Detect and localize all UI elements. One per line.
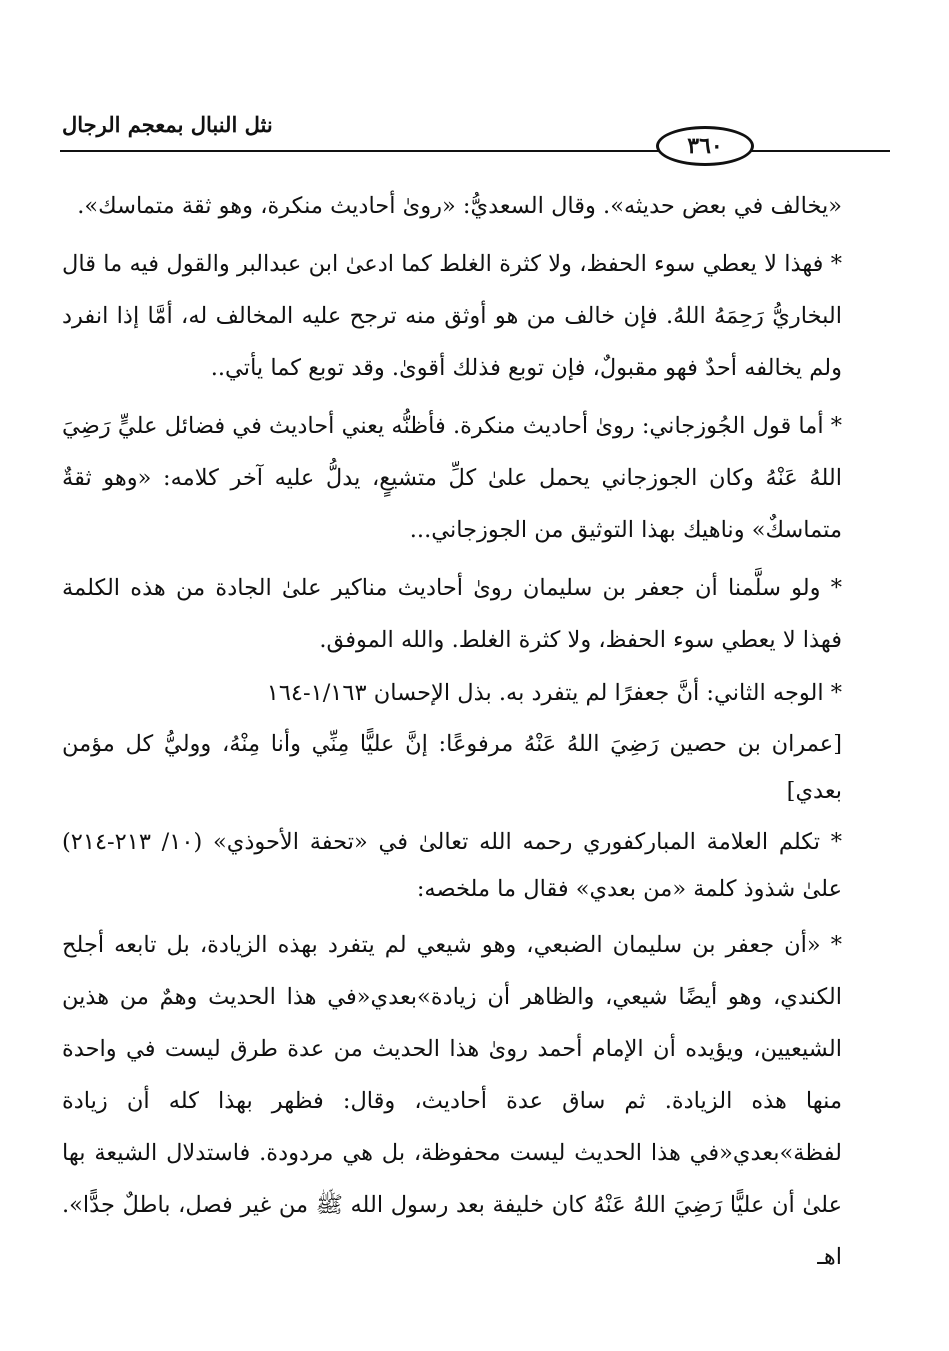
- paragraph-mubarakfuri: * تكلم العلامة المباركفوري رحمه الله تعالىٰ في «تحفة الأحوذي» (١٠/ ٢١٣-٢١٤) علىٰ شذوذ كلمة «من بعدي» فقال ما ملخصه:: [62, 829, 843, 902]
- running-header-title: نثل النبال بمعجم الرجال: [62, 112, 273, 137]
- page-body: [62, 180, 842, 1283]
- page-number: ٣٦٠: [687, 133, 723, 159]
- paragraph-concession: * ولو سلَّمنا أن جعفر بن سليمان روىٰ أحاديث مناكير علىٰ الجادة من هذه الكلمة فهذا لا يعطي سوء الحفظ، ولا كثرة الغلط. والله الموفق.: [62, 575, 842, 653]
- paragraph-summary-quote: * «أن جعفر بن سليمان الضبعي، وهو شيعي لم يتفرد بهذه الزيادة، بل تابعه أجلح الكندي، وهو أيضًا شيعي، والظاهر أن زيادة»بعدي«في هذا الحديث وهمٌ من هذين الشيعيين، ويؤيده أن الإمام أحمد روىٰ هذا الحديث من عدة طرق ليست في واحدة منها هذه الزيادة. ثم ساق عدة أحاديث، وقال: فظهر بهذا كله أن زيادة لفظة»بعدي«في هذا الحديث ليست محفوظة، بل هي مردودة. فاستدلال الشيعة بها علىٰ أن عليًّا رَضِيَ اللهُ عَنْهُ كان خليفة بعد رسول الله ﷺ من غير فصل، باطلٌ جدًّا». اهـ: [62, 932, 842, 1270]
- page-number-badge: [656, 126, 754, 166]
- paragraph-continuation: «يخالف في بعض حديثه». وقال السعديُّ: «روىٰ أحاديث منكرة، وهو ثقة متماسك».: [77, 193, 842, 219]
- paragraph-second-aspect: * الوجه الثاني: أنَّ جعفرًا لم يتفرد به. بذل الإحسان ١/١٦٣-١٦٤: [266, 680, 842, 706]
- header-rule: [60, 150, 890, 152]
- paragraph-hadith-citation: [عمران بن حصين رَضِيَ اللهُ عَنْهُ مرفوعًا: إنَّ عليًّا مِنِّي وأنا مِنْهُ، ووليُّ كل مؤمن بعدي]: [62, 731, 842, 804]
- paragraph-ibn-abdulbarr: * فهذا لا يعطي سوء الحفظ، ولا كثرة الغلط كما ادعىٰ ابن عبدالبر والقول فيه ما قال البخاريُّ رَحِمَهُ اللهُ. فإن خالف من هو أوثق منه ترجح عليه المخالف له، أمَّا إذا انفرد ولم يخالفه أحدٌ فهو مقبولٌ، فإن توبع فذلك أقوىٰ. وقد توبع كما يأتي..: [62, 251, 842, 381]
- paragraph-jowzjani: * أما قول الجُوزجاني: روىٰ أحاديث منكرة. فأظنُّه يعني أحاديث في فضائل عليٍّ رَضِيَ اللهُ عَنْهُ وكان الجوزجاني يحمل علىٰ كلِّ متشيعٍ، يدلُّ عليه آخر كلامه: «وهو ثقةٌ متماسكٌ» وناهيك بهذا التوثيق من الجوزجاني...: [62, 413, 842, 543]
